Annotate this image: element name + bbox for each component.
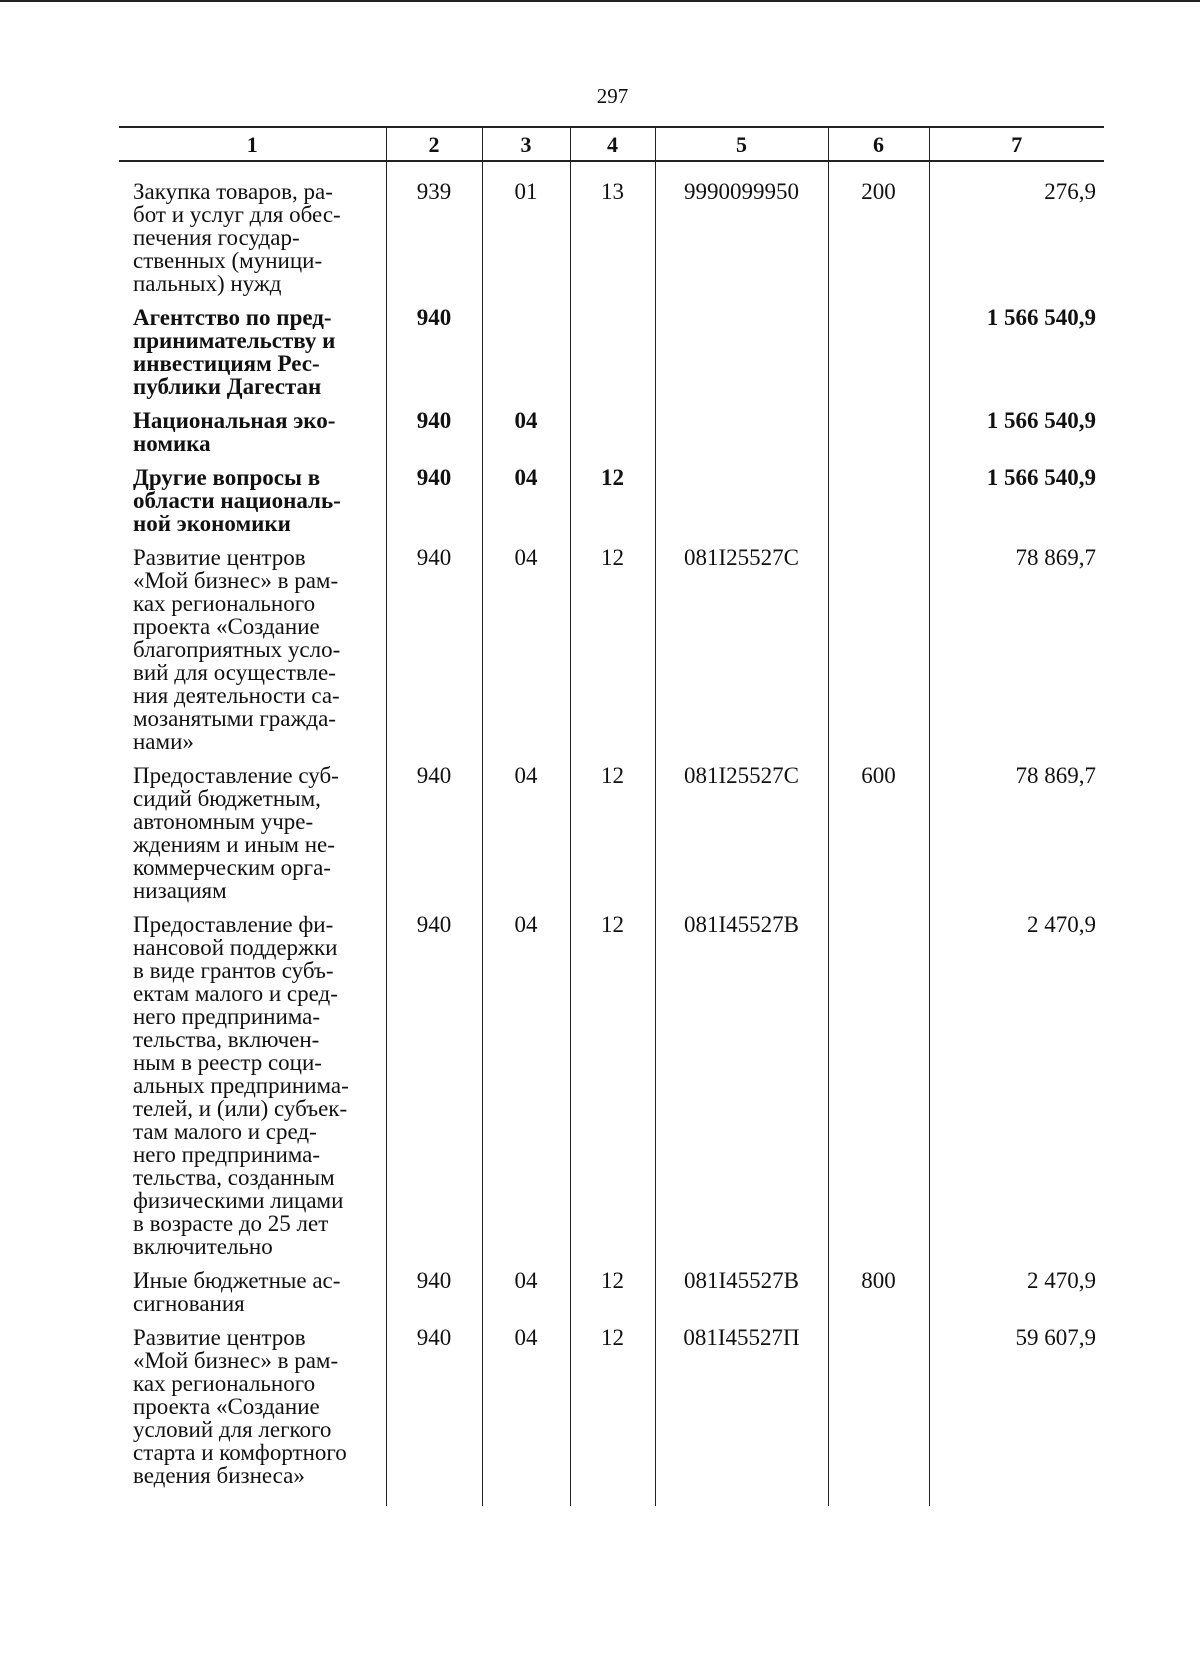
table-row — [119, 306, 1104, 409]
header-row — [119, 127, 1104, 161]
col-7-amount: 59 607,9 — [929, 1326, 1104, 1498]
table-header — [119, 127, 1104, 161]
col-4-value: 12 — [570, 546, 655, 764]
header-col-4: 4 — [570, 127, 655, 161]
row-name: Развитие центров «Мой бизнес» в рам- ках регионального проекта «Создание благоприятных усло- вий для осуществле- ния деятельности са- мозанятыми гражда- нами» — [133, 545, 341, 754]
col-5-value: 9990099950 — [655, 180, 828, 306]
col-4-value — [570, 409, 655, 466]
col-6-value — [828, 546, 929, 764]
table-row — [119, 913, 1104, 1269]
col-4-value: 12 — [570, 764, 655, 913]
col-6-value — [828, 913, 929, 1269]
col-7-amount: 78 869,7 — [929, 764, 1104, 913]
col-3-value: 04 — [482, 466, 570, 546]
row-name: Другие вопросы в области националь- ной экономики — [133, 465, 341, 536]
table-row — [119, 546, 1104, 764]
row-name: Предоставление суб- сидий бюджетным, автономным учре- ждениям и иным не- коммерческим орга- низациям — [133, 763, 339, 903]
budget-table — [119, 126, 1104, 1506]
table-end-row — [119, 1498, 1104, 1506]
col-5-value: 081I25527С — [655, 764, 828, 913]
col-5-value: 081I45527П — [655, 1326, 828, 1498]
col-2-value: 940 — [386, 306, 482, 409]
header-col-5: 5 — [655, 127, 828, 161]
col-2-value: 940 — [386, 1269, 482, 1326]
table-row — [119, 1326, 1104, 1498]
col-2-value: 940 — [386, 764, 482, 913]
col-5-value — [655, 409, 828, 466]
col-6-value — [828, 466, 929, 546]
table-row — [119, 1269, 1104, 1326]
row-name: Закупка товаров, ра- бот и услуг для обес- печения государ- ственных (муници- пальных) нужд — [133, 179, 341, 296]
col-4-value: 12 — [570, 1326, 655, 1498]
col-2-value: 940 — [386, 546, 482, 764]
col-5-value — [655, 306, 828, 409]
col-2-value: 940 — [386, 1326, 482, 1498]
col-6-value — [828, 409, 929, 466]
col-3-value: 04 — [482, 913, 570, 1269]
col-6-value — [828, 306, 929, 409]
col-2-value: 940 — [386, 466, 482, 546]
col-7-amount: 276,9 — [929, 180, 1104, 306]
row-name: Развитие центров «Мой бизнес» в рам- ках регионального проекта «Создание условий для легкого старта и комфортного ведения бизнеса» — [133, 1325, 347, 1488]
col-3-value: 01 — [482, 180, 570, 306]
table-row — [119, 764, 1104, 913]
table-body — [119, 161, 1104, 1506]
col-3-value: 04 — [482, 409, 570, 466]
col-3-value: 04 — [482, 1326, 570, 1498]
col-6-value: 200 — [828, 180, 929, 306]
table-row — [119, 409, 1104, 466]
header-col-7: 7 — [929, 127, 1104, 161]
row-name: Национальная эко- номика — [133, 408, 336, 456]
col-5-value: 081I45527В — [655, 1269, 828, 1326]
header-col-2: 2 — [386, 127, 482, 161]
col-6-value — [828, 1326, 929, 1498]
header-col-6: 6 — [828, 127, 929, 161]
col-5-value — [655, 466, 828, 546]
row-name: Предоставление фи- нансовой поддержки в виде грантов субъ- ектам малого и сред- него предпринима- тельства, включен- ным в реестр соци- альных предпринима- телей, и (или) субъек- там малого и сред- него предпринима- тельства, созданным физическими лицами в возрасте до 25 лет включительно — [133, 912, 349, 1259]
col-3-value — [482, 306, 570, 409]
col-7-amount: 2 470,9 — [929, 913, 1104, 1269]
col-7-amount: 1 566 540,9 — [929, 306, 1104, 409]
col-3-value: 04 — [482, 764, 570, 913]
col-6-value: 800 — [828, 1269, 929, 1326]
page-number: 297 — [596, 84, 629, 108]
row-name: Иные бюджетные ас- сигнования — [133, 1268, 341, 1316]
row-name: Агентство по пред- принимательству и инвестициям Рес- публики Дагестан — [133, 305, 336, 399]
col-7-amount: 2 470,9 — [929, 1269, 1104, 1326]
col-4-value: 12 — [570, 1269, 655, 1326]
col-6-value: 600 — [828, 764, 929, 913]
col-2-value: 940 — [386, 409, 482, 466]
col-2-value: 940 — [386, 913, 482, 1269]
spacer-row — [119, 161, 1104, 180]
header-col-1: 1 — [119, 127, 386, 161]
col-4-value: 13 — [570, 180, 655, 306]
col-3-value: 04 — [482, 1269, 570, 1326]
col-5-value: 081I25527С — [655, 546, 828, 764]
table-row — [119, 466, 1104, 546]
col-4-value — [570, 306, 655, 409]
table-row — [119, 180, 1104, 306]
col-4-value: 12 — [570, 466, 655, 546]
col-5-value: 081I45527В — [655, 913, 828, 1269]
header-col-3: 3 — [482, 127, 570, 161]
scan-edge-line — [0, 0, 1200, 2]
col-7-amount: 1 566 540,9 — [929, 466, 1104, 546]
col-4-value: 12 — [570, 913, 655, 1269]
col-2-value: 939 — [386, 180, 482, 306]
col-7-amount: 1 566 540,9 — [929, 409, 1104, 466]
col-7-amount: 78 869,7 — [929, 546, 1104, 764]
col-3-value: 04 — [482, 546, 570, 764]
